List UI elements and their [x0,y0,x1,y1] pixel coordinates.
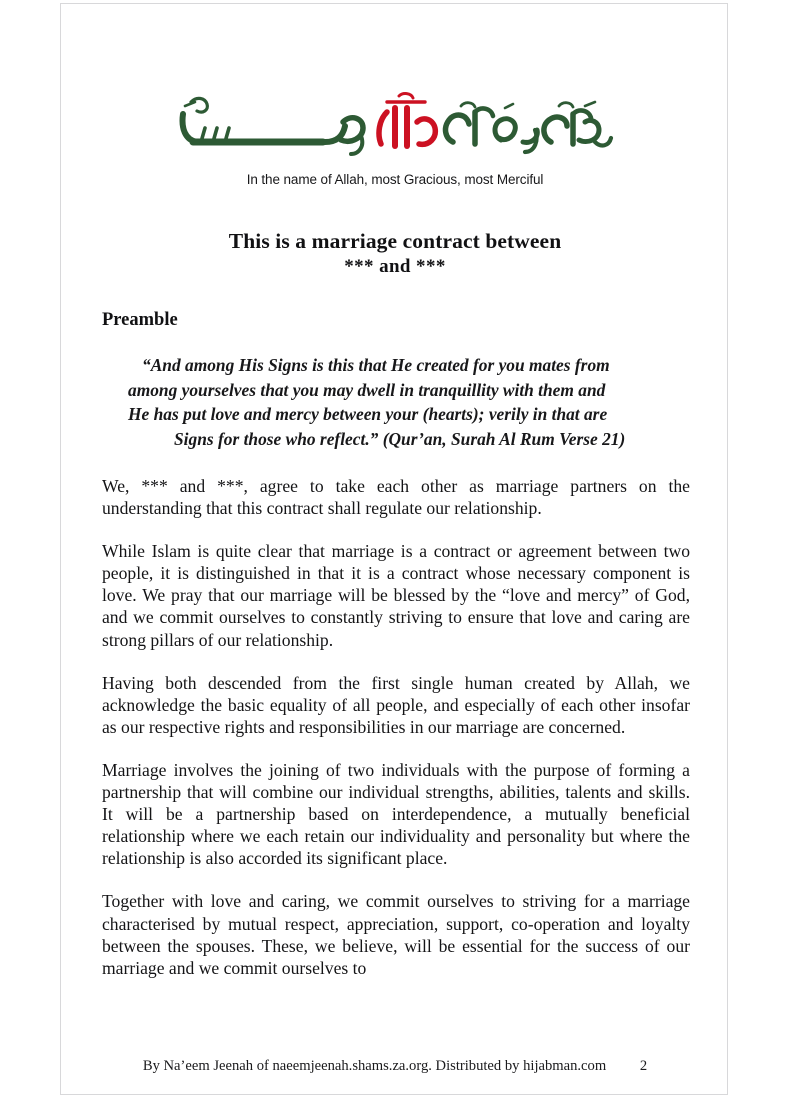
bismillah-arabic-calligraphy-icon [175,92,615,164]
bismillah-translation-text: In the name of Allah, most Gracious, most Merciful [246,172,544,187]
title-line-2: *** and *** [344,256,446,277]
document-content [102,309,690,979]
quote-line: “And among His Signs is this that He created for you mates from [142,355,610,375]
section-heading-preamble: Preamble [102,310,178,330]
footer-credit-text: By Na’eem Jeenah of naeemjeenah.shams.za.org. Distributed by hijabman.com [142,1058,607,1074]
page-title [61,228,729,280]
body-paragraph: While Islam is quite clear that marriage is a contract or agreement between two people, it is distinguished in that it is a contract whose necessary component is love. We pray that our marriage will be blessed by the “love and mercy” of God, and we commit ourselves to constantly striving to ensure that love and caring are strong pillars of our relationship. [102,541,690,650]
body-paragraph: Marriage involves the joining of two individuals with the purpose of forming a partnership that will combine our individual strengths, abilities, talents and skills. It will be a partnership based on interdependence, a mutually beneficial relationship where we each retain our individuality and personality but where the relationship is also accorded its significant place. [102,759,690,869]
bismillah-calligraphy-block [61,92,729,164]
quran-quote-block [102,353,690,451]
page-footer [61,1058,729,1075]
body-paragraph: We, *** and ***, agree to take each other as marriage partners on the understanding that this contract shall regulate our relationship. [102,476,690,519]
quote-line: Signs for those who reflect.” (Qur’an, Surah Al Rum Verse 21) [174,428,626,449]
document-page [60,3,728,1095]
body-paragraph: Having both descended from the first single human created by Allah, we acknowledge the basic equality of all people, and especially of each other insofar as our respective rights and responsibilities in our marriage are concerned. [102,672,690,737]
quote-line: He has put love and mercy between your (hearts); verily in that are [128,404,608,424]
quote-line: among yourselves that you may dwell in tranquillity with them and [128,379,606,400]
page-number: 2 [639,1058,648,1074]
body-paragraph: Together with love and caring, we commit ourselves to striving for a marriage characterised by mutual respect, appreciation, support, co-operation and loyalty between the spouses. These, we believe, will be essential for the success of our marriage and we commit ourselves to [102,891,690,978]
title-line-1: This is a marriage contract between [228,229,562,253]
